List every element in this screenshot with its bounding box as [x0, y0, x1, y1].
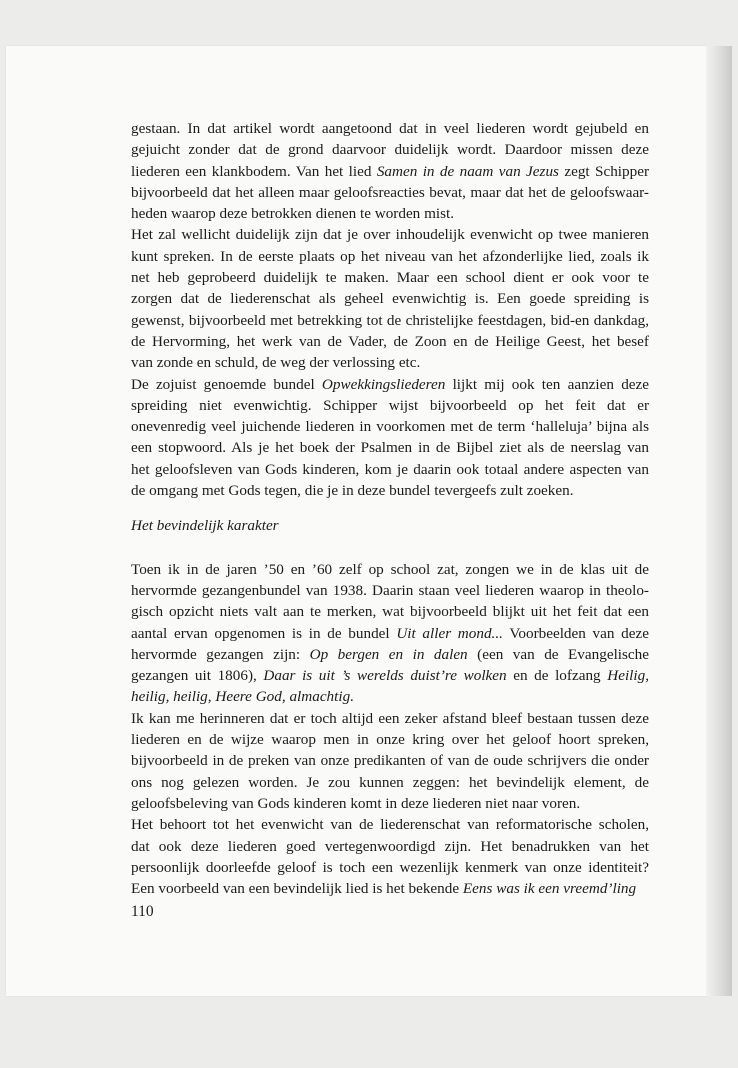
page-number: 110: [131, 903, 154, 920]
text-line: van zonde en schuld, de weg der verlossing etc.: [131, 354, 421, 372]
text-line: hervormde gezangen zijn: Op bergen en in dalen (een van de Evangelische: [131, 645, 649, 663]
text-line: zorgen dat de liederenschat als geheel evenwichtig is. Een goede spreiding is: [131, 290, 649, 308]
paragraph: [131, 118, 649, 224]
text-line: Het zal wellicht duidelijk zijn dat je over inhoudelijk evenwicht op twee manieren: [131, 226, 649, 244]
text-line: gestaan. In dat artikel wordt aangetoond dat in veel liederen wordt gejubeld en: [131, 120, 649, 137]
text-line: liederen een klankbodem. Van het lied Samen in de naam van Jezus zegt Schipper: [131, 162, 649, 180]
text-line: gezangen uit 1806), Daar is uit ’s werelds duist’re wolken en de lofzang Heilig,: [131, 667, 649, 685]
paragraph: [131, 559, 649, 708]
text-line: liederen en de wijze waarop men in onze kring over het geloof hoort spreken,: [131, 731, 649, 749]
text-line: ons nog gelezen worden. Je zou kunnen zeggen: het bevindelijk element, de: [131, 773, 649, 791]
body-text: [131, 118, 649, 899]
text-line: Het behoort tot het evenwicht van de liederenschat van reformatorische scholen,: [131, 816, 649, 834]
paragraph: [131, 708, 649, 814]
text-line: spreiding niet evenwichtig. Schipper wijst bijvoorbeeld op het feit dat er: [131, 396, 649, 414]
text-line: het geloofsleven van Gods kinderen, kom je daarin ook totaal andere aspecten van: [131, 460, 649, 478]
text-line: gewenst, bijvoorbeeld met betrekking tot de christelijke feestdagen, bid-en dankdag,: [131, 311, 649, 329]
text-line: bijvoorbeeld in de preken van onze predikanten of van de oude schrijvers die onder: [131, 752, 649, 770]
text-line: heden waarop deze betrokken dienen te worden mist.: [131, 205, 455, 223]
text-line: de omgang met Gods tegen, die je in deze bundel tevergeefs zult zoeken.: [131, 482, 574, 500]
text-line: Toen ik in de jaren ’50 en ’60 zelf op school zat, zongen we in de klas uit de: [131, 560, 649, 578]
text-line: geloofsbeleving van Gods kinderen komt in deze liederen niet naar voren.: [131, 794, 581, 812]
paragraph: [131, 224, 649, 373]
text-line: onevenredig veel juichende liederen in voorkomen met de term ‘halleluja’ bijna als: [131, 418, 649, 436]
text-line: net heb geprobeerd duidelijk te maken. Maar een school dient er ook voor te: [131, 269, 649, 287]
text-line: De zojuist genoemde bundel Opwekkingsliederen lijkt mij ook ten aanzien deze: [131, 375, 650, 393]
text-line: bijvoorbeeld dat het alleen maar geloofsreacties bevat, maar dat het de geloofswaar-: [131, 183, 649, 201]
text-line: Ik kan me herinneren dat er toch altijd een zeker afstand bleef bestaan tussen deze: [131, 709, 649, 727]
text-line: hervormde gezangenbundel van 1938. Daarin staan veel liederen waarop in theolo-: [131, 581, 649, 599]
paragraph: [131, 814, 649, 899]
section-intro: [131, 118, 649, 501]
text-line: de Hervorming, het werk van de Vader, de Zoon en de Heilige Geest, het besef: [131, 332, 649, 350]
section-heading: Het bevindelijk karakter: [131, 517, 279, 535]
text-line: gejuicht zonder dat de grond daarvoor duidelijk wordt. Daardoor missen deze: [131, 141, 649, 159]
text-line: heilig, heilig, Heere God, almachtig.: [131, 688, 354, 706]
text-line: persoonlijk doorleefde geloof is toch een wezenlijk kenmerk van onze identiteit?: [131, 858, 649, 876]
section-bevindelijk: [131, 559, 649, 900]
paragraph: [131, 374, 649, 502]
text-line: aantal ervan opgenomen is in de bundel Uit aller mond... Voorbeelden van deze: [131, 624, 649, 642]
text-line: een stopwoord. Als je het boek der Psalmen in de Bijbel ziet als de neerslag van: [131, 439, 649, 457]
text-line: kunt spreken. In de eerste plaats op het niveau van het afzonderlijke lied, zoals ik: [131, 247, 649, 265]
text-line: Een voorbeeld van een bevindelijk lied is het bekende Eens was ik een vreemd’ling: [131, 880, 637, 898]
page-edge: [706, 46, 732, 996]
text-line: gisch opzicht niets valt aan te merken, wat bijvoorbeeld blijkt uit het feit dat een: [131, 603, 649, 621]
text-line: dat ook deze liederen goed vertegenwoordigd zijn. Het benadrukken van het: [131, 837, 649, 855]
